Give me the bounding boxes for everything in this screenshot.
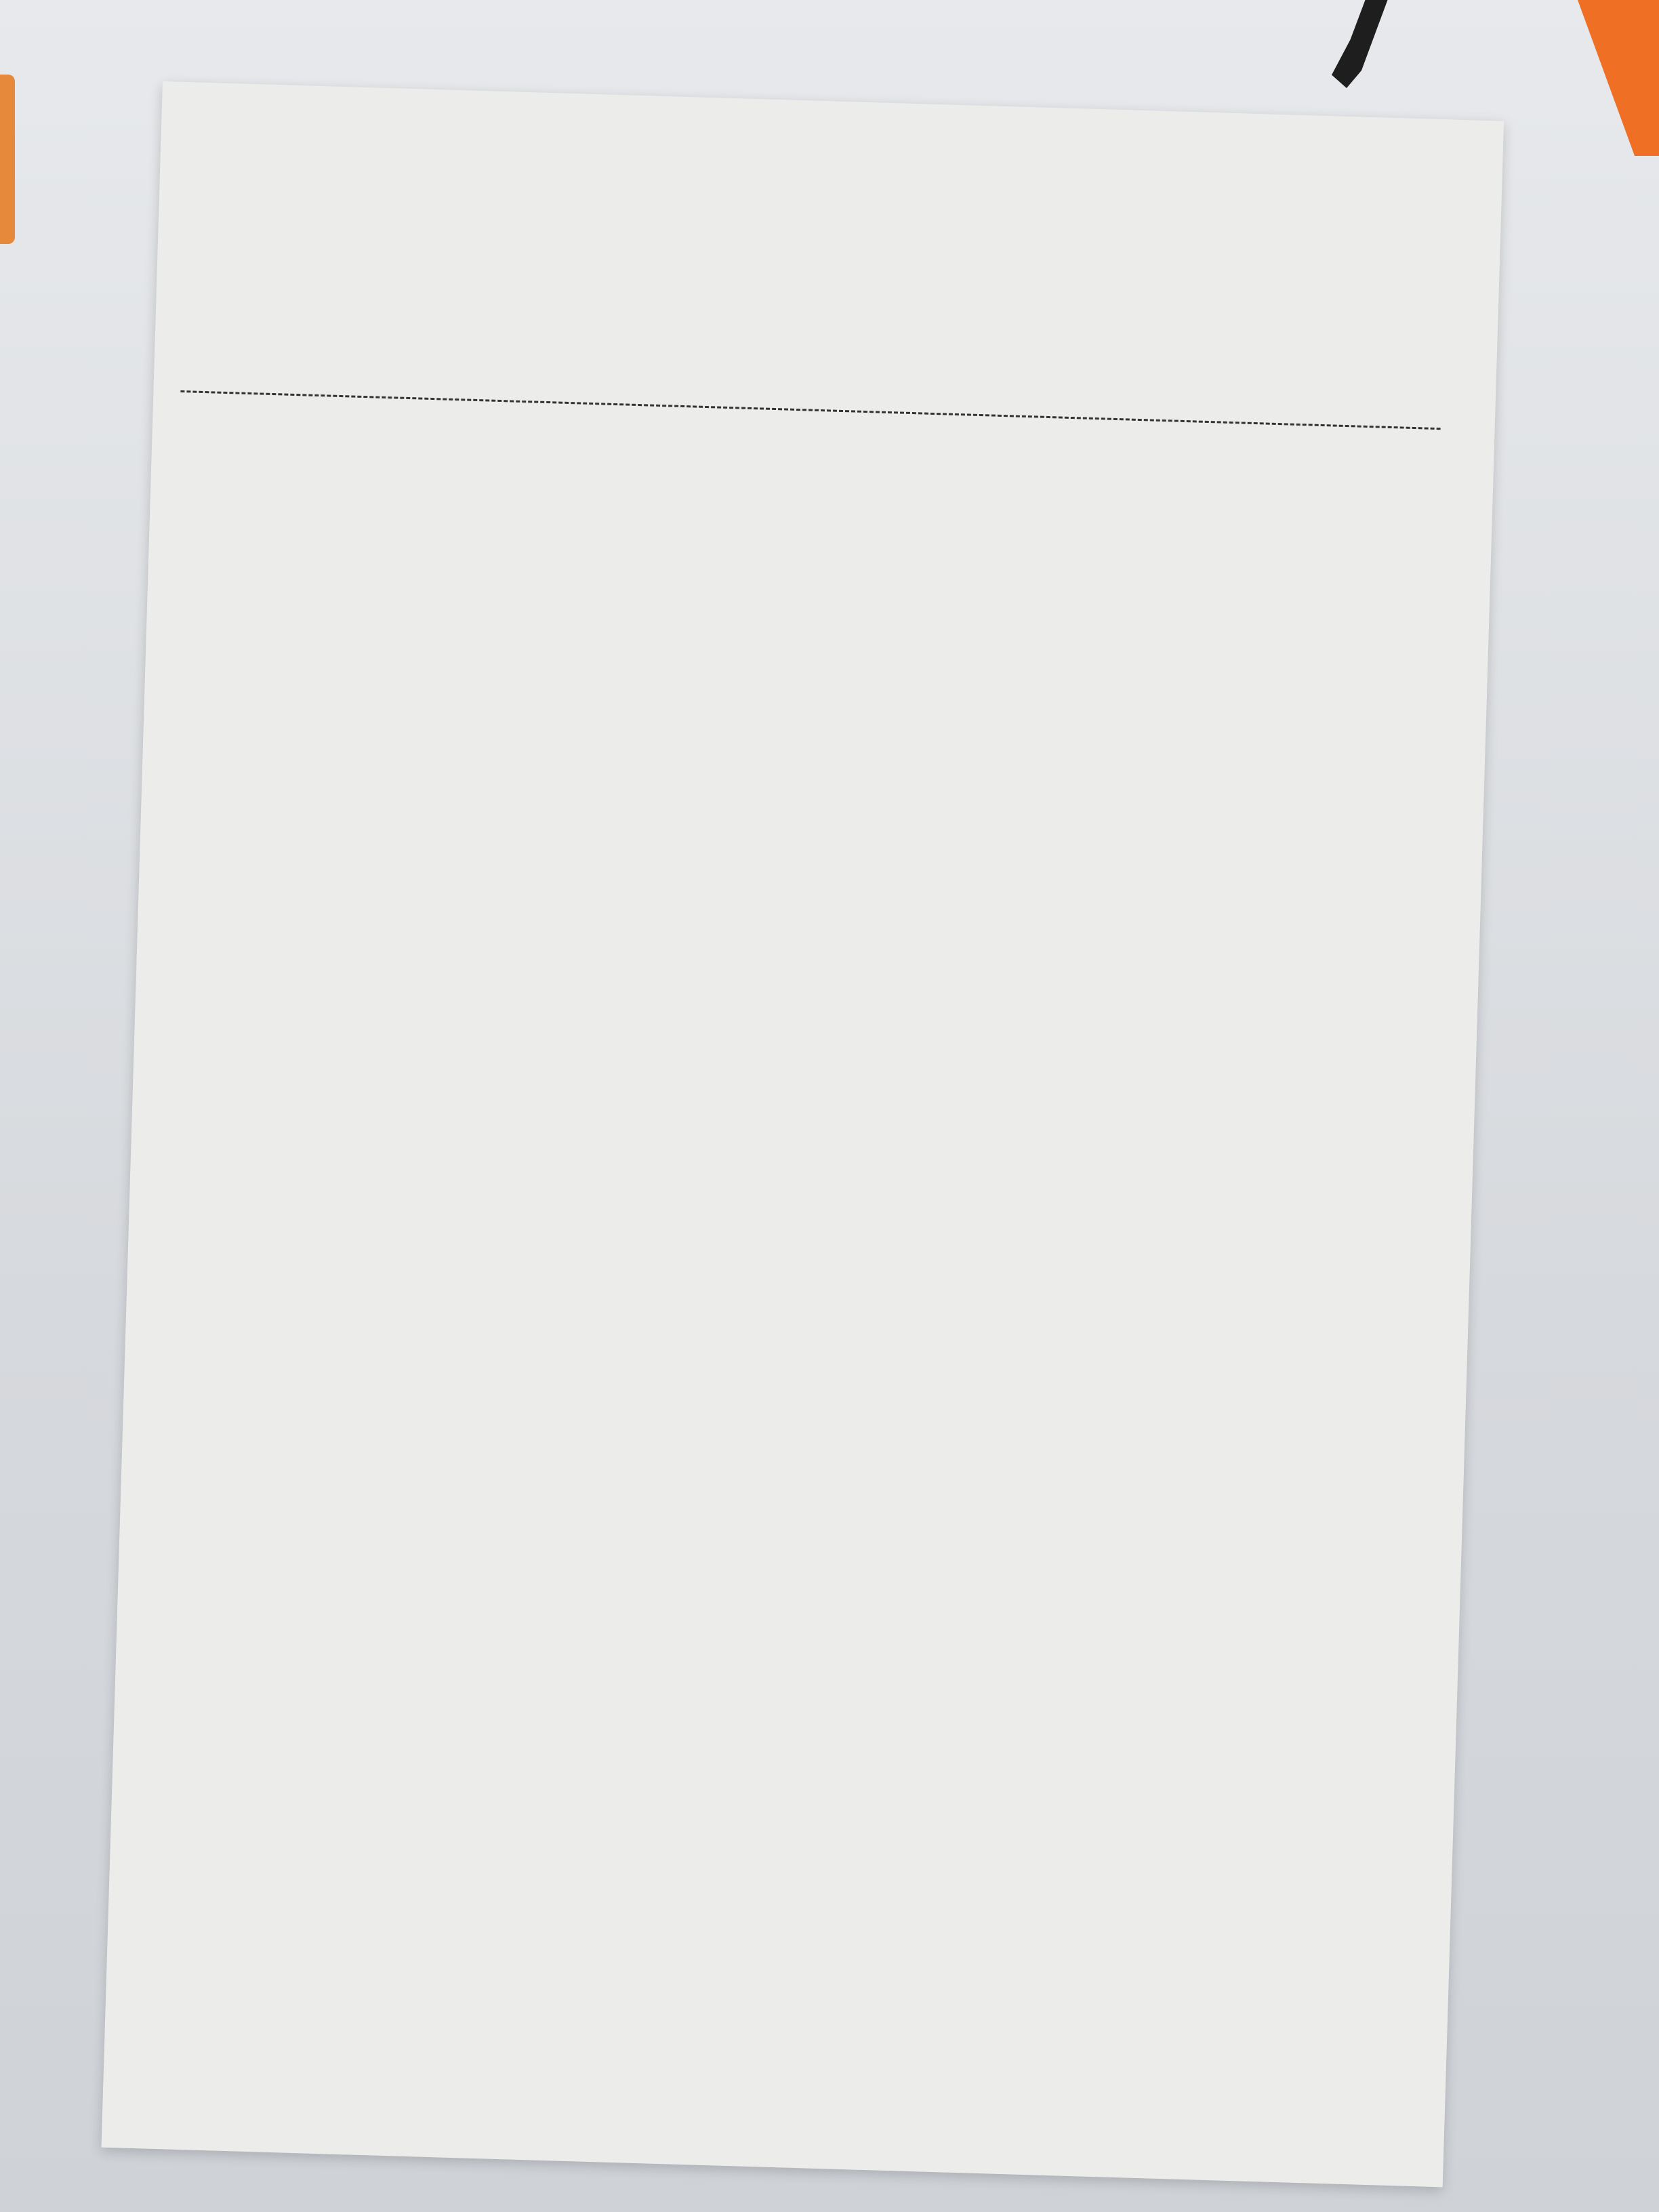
typed-document-sheet xyxy=(102,81,1504,2187)
title-rule xyxy=(180,390,1440,430)
orange-folder-edge xyxy=(0,75,15,244)
